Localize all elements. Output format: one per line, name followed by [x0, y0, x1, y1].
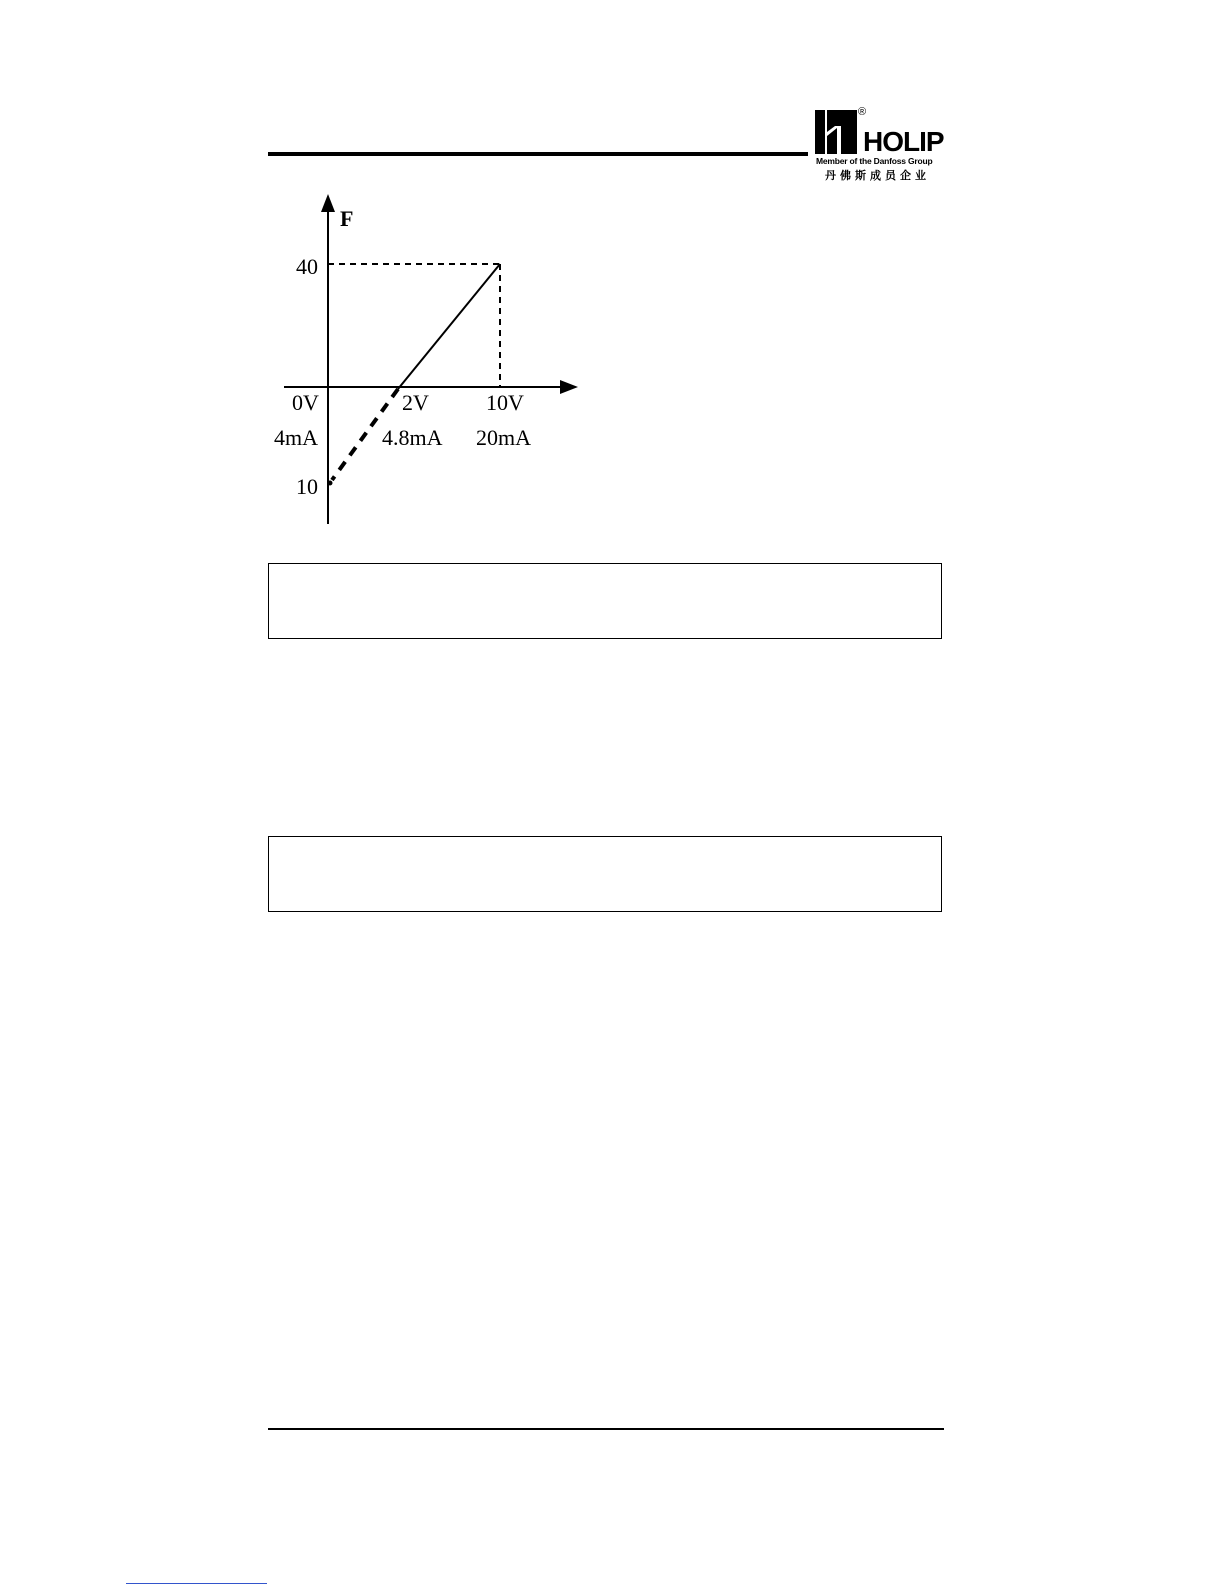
holip-logo [815, 108, 947, 182]
note-box-2 [268, 836, 942, 912]
header-rule [268, 152, 808, 156]
y-axis-label: F [340, 206, 354, 231]
holip-logo-mark-icon [815, 110, 857, 154]
logo-registered-mark: ® [858, 106, 867, 118]
characteristic-line [398, 264, 500, 389]
logo-tagline: Member of the Danfoss Group [816, 156, 933, 166]
x-label-20ma: 20mA [476, 425, 531, 450]
frequency-input-diagram [268, 190, 588, 535]
x-label-0v: 0V [292, 390, 319, 415]
note-box-1 [268, 563, 942, 639]
x-axis-arrow-icon [560, 380, 578, 394]
y-tick-40: 40 [296, 254, 318, 279]
x-label-2v: 2V [402, 390, 429, 415]
y-axis-arrow-icon [321, 194, 335, 212]
footer-rule [268, 1428, 944, 1430]
point-10 [328, 481, 333, 486]
x-label-10v: 10V [486, 390, 524, 415]
x-label-4-8ma: 4.8mA [382, 425, 443, 450]
y-tick-10: 10 [296, 474, 318, 499]
logo-tagline-cn: 丹佛斯成员企业 [825, 169, 930, 182]
logo-brand-name: HOLIP [863, 126, 944, 157]
x-label-4ma: 4mA [274, 425, 318, 450]
